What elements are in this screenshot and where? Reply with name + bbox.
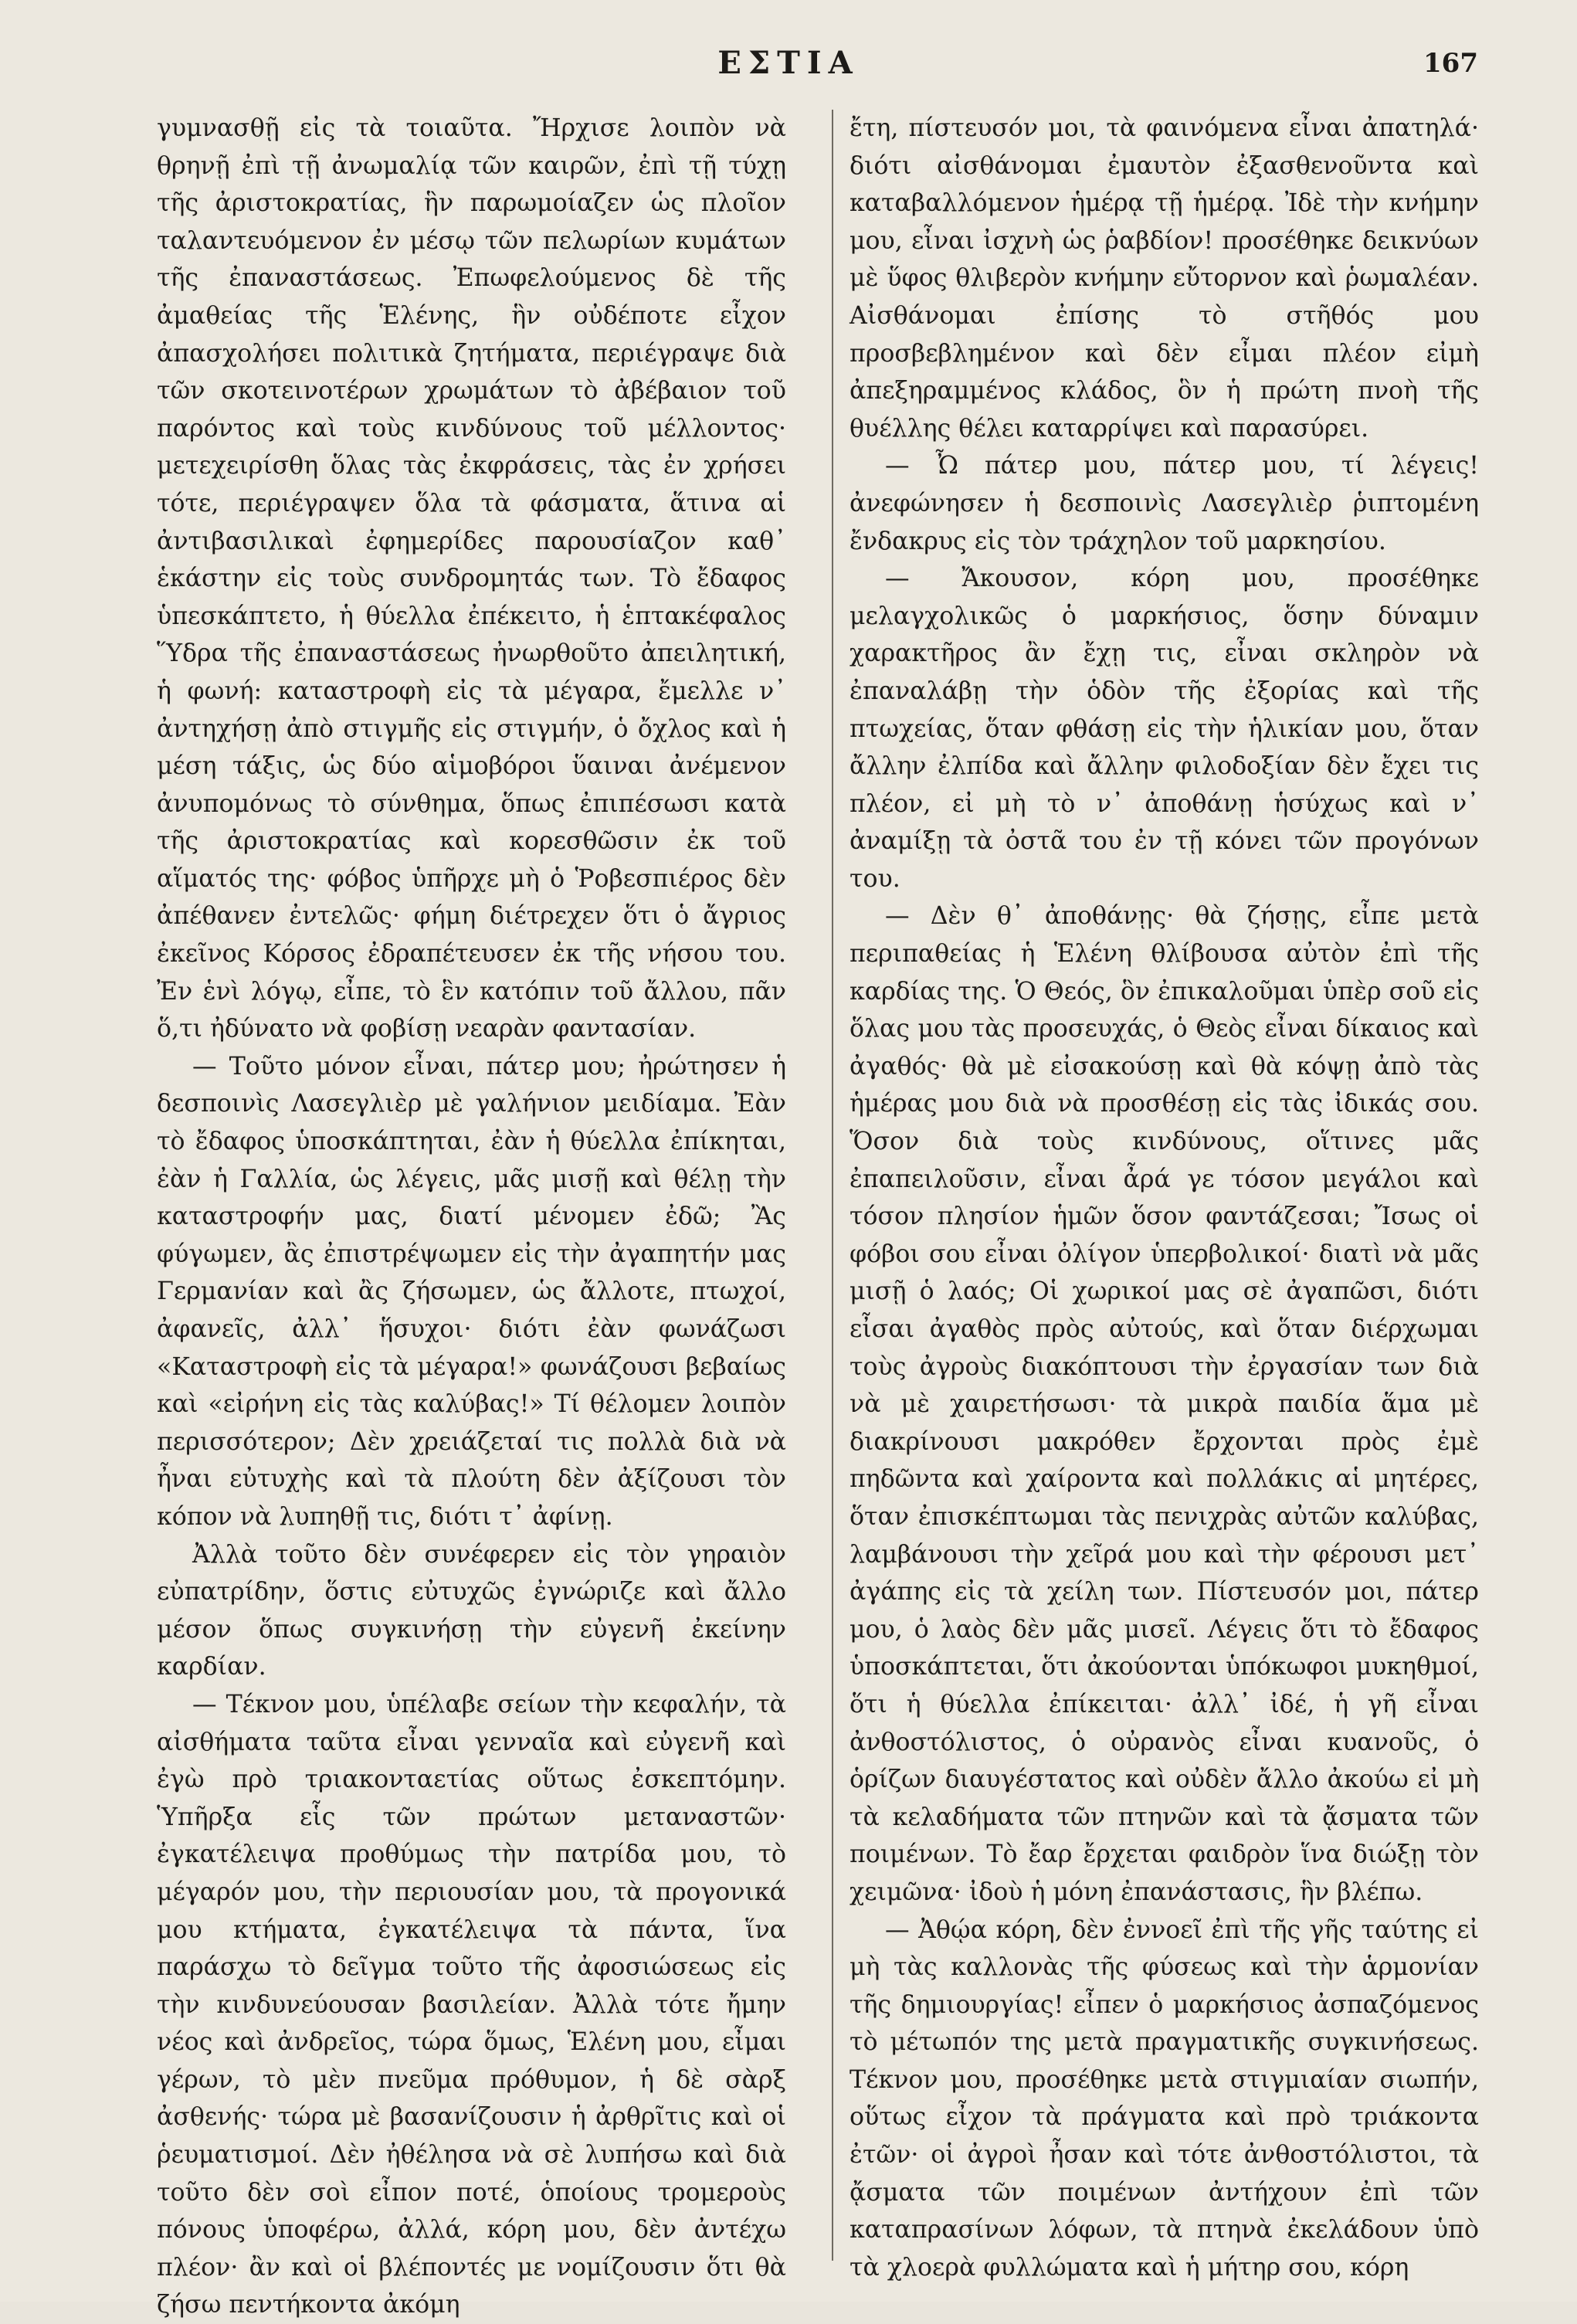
column-divider [832, 110, 833, 2261]
journal-title: ΕΣΤΙΑ [717, 45, 860, 81]
paragraph: ἔτη, πίστευσόν μοι, τὰ φαινόμενα εἶναι ἀπατηλά· διότι αἰσθάνομαι ἐμαυτὸν ἐξασθενοῦντα καὶ καταβαλλόμενον ἡμέρᾳ τῇ ἡμέρᾳ. Ἰδὲ τὴν κνήμην μου, εἶναι ἰσχνὴ ὡς ῥαβδίον! προσέθηκε δεικνύων μὲ ὕφος θλιβερὸν κνήμην εὔτορνον καὶ ῥωμαλέαν. Αἰσθάνομαι ἐπίσης τὸ στῆθός μου προσβεβλημένον καὶ δὲν εἶμαι πλέον εἰμὴ ἀπεξηραμμένος κλάδος, ὃν ἡ πρώτη πνοὴ τῆς θυέλλης θέλει καταρρίψει καὶ παρασύρει. [850, 114, 1479, 443]
paragraph: — Δὲν θ᾽ ἀποθάνῃς· θὰ ζήσῃς, εἶπε μετὰ περιπαθείας ἡ Ἑλένη θλίβουσα αὐτὸν ἐπὶ τῆς καρδίας της. Ὁ Θεός, ὃν ἐπικαλοῦμαι ὑπὲρ σοῦ εἰς ὅλας μου τὰς προσευχάς, ὁ Θεὸς εἶναι δίκαιος καὶ ἀγαθός· θὰ μὲ εἰσακούσῃ καὶ θὰ κόψῃ ἀπὸ τὰς ἡμέρας μου διὰ νὰ προσθέσῃ εἰς τὰς ἰδικάς σου. Ὅσον διὰ τοὺς κινδύνους, οἵτινες μᾶς ἐπαπειλοῦσιν, εἶναι ἆρά γε τόσον μεγάλοι καὶ τόσον πλησίον ἡμῶν ὅσον φαντάζεσαι; Ἴσως οἱ φόβοι σου εἶναι ὀλίγον ὑπερβολικοί· διατὶ νὰ μᾶς μισῇ ὁ λαός; Οἱ χωρικοί μας σὲ ἀγαπῶσι, διότι εἶσαι ἀγαθὸς πρὸς αὐτούς, καὶ ὅταν διέρχωμαι τοὺς ἀγροὺς διακόπτουσι τὴν ἐργασίαν των διὰ νὰ μὲ χαιρετήσωσι· τὰ μικρὰ παιδία ἅμα μὲ διακρίνουσι μακρόθεν ἔρχονται πρὸς ἐμὲ πηδῶντα καὶ χαίροντα καὶ πολλάκις αἱ μητέρες, ὅταν ἐπισκέπτωμαι τὰς πενιχρὰς αὐτῶν καλύβας, λαμβάνουσι τὴν χεῖρά μου καὶ τὴν φέρουσι μετ᾽ ἀγάπης εἰς τὰ χείλη των. Πίστευσόν μοι, πάτερ μου, ὁ λαὸς δὲν μᾶς μισεῖ. Λέγεις ὅτι τὸ ἔδαφος ὑποσκάπτεται, ὅτι ἀκούονται ὑπόκωφοι μυκηθμοί, ὅτι ἡ θύελλα ἐπίκειται· ἀλλ᾽ ἰδέ, ἡ γῆ εἶναι ἀνθοστόλιστος, ὁ οὐρανὸς εἶναι κυανοῦς, ὁ ὁρίζων διαυγέστατος καὶ οὐδὲν ἄλλο ἀκούω εἰ μὴ τὰ κελαδήματα τῶν πτηνῶν καὶ τὰ ᾄσματα τῶν ποιμένων. Τὸ ἔαρ ἔρχεται φαιδρὸν ἵνα διώξῃ τὸν χειμῶνα· ἰδοὺ ἡ μόνη ἐπανάστασις, ἣν βλέπω. [850, 902, 1479, 1906]
paragraph: — Τέκνον μου, ὑπέλαβε σείων τὴν κεφαλήν, τὰ αἰσθήματα ταῦτα εἶναι γενναῖα καὶ εὐγενῆ καὶ ἐγὼ πρὸ τριακονταετίας οὕτως ἐσκεπτόμην. Ὑπῆρξα εἷς τῶν πρώτων μεταναστῶν· ἐγκατέλειψα προθύμως τὴν πατρίδα μου, τὸ μέγαρόν μου, τὴν περιουσίαν μου, τὰ προγονικά μου κτήματα, ἐγκατέλειψα τὰ πάντα, ἵνα παράσχω τὸ δεῖγμα τοῦτο τῆς ἀφοσιώσεως εἰς τὴν κινδυνεύουσαν βασιλείαν. Ἀλλὰ τότε ἤμην νέος καὶ ἀνδρεῖος, τώρα ὅμως, Ἑλένη μου, εἶμαι γέρων, τὸ μὲν πνεῦμα πρόθυμον, ἡ δὲ σὰρξ ἀσθενής· τώρα μὲ βασανίζουσιν ἡ ἀρθρῖτις καὶ οἱ ῥευματισμοί. Δὲν ἠθέλησα νὰ σὲ λυπήσω καὶ διὰ τοῦτο δὲν σοὶ εἶπον ποτέ, ὁποίους τρομεροὺς πόνους ὑποφέρω, ἀλλά, κόρη μου, δὲν ἀντέχω πλέον· ἂν καὶ οἱ βλέποντές με νομίζουσιν ὅτι θὰ ζήσω πεντήκοντα ἀκόμη [157, 1690, 786, 2319]
paragraph: — Ἄκουσον, κόρη μου, προσέθηκε μελαγχολικῶς ὁ μαρκήσιος, ὅσην δύναμιν χαρακτῆρος ἂν ἔχῃ τις, εἶναι σκληρὸν νὰ ἐπαναλάβῃ τὴν ὁδὸν τῆς ἐξορίας καὶ τῆς πτωχείας, ὅταν φθάσῃ εἰς τὴν ἡλικίαν μου, ὅταν ἄλλην ἐλπίδα καὶ ἄλλην φιλοδοξίαν δὲν ἔχει τις πλέον, εἰ μὴ τὸ ν᾽ ἀποθάνῃ ἡσύχως καὶ ν᾽ ἀναμίξῃ τὰ ὀστᾶ του ἐν τῇ κόνει τῶν προγόνων του. [850, 565, 1479, 893]
paragraph: — Τοῦτο μόνον εἶναι, πάτερ μου; ἠρώτησεν ἡ δεσποινὶς Λασεγλιὲρ μὲ γαλήνιον μειδίαμα. Ἐὰν τὸ ἔδαφος ὑποσκάπτηται, ἐὰν ἡ θύελλα ἐπίκηται, ἐὰν ἡ Γαλλία, ὡς λέγεις, μᾶς μισῇ καὶ θέλῃ τὴν καταστροφήν μας, διατί μένομεν ἐδῶ; Ἂς φύγωμεν, ἂς ἐπιστρέψωμεν εἰς τὴν ἀγαπητήν μας Γερμανίαν καὶ ἂς ζήσωμεν, ὡς ἄλλοτε, πτωχοί, ἀφανεῖς, ἀλλ᾽ ἥσυχοι· διότι ἐὰν φωνάζωσι «Καταστροφὴ εἰς τὰ μέγαρα!» φωνάζουσι βεβαίως καὶ «εἰρήνη εἰς τὰς καλύβας!» Τί θέλομεν λοιπὸν περισσότερον; Δὲν χρειάζεταί τις πολλὰ διὰ νὰ ἦναι εὐτυχὴς καὶ τὰ πλούτη δὲν ἀξίζουσι τὸν κόπον νὰ λυπηθῇ τις, διότι τ᾽ ἀφίνῃ. [157, 1052, 786, 1531]
left-column [157, 110, 786, 2324]
paragraph: γυμνασθῇ εἰς τὰ τοιαῦτα. Ἤρχισε λοιπὸν νὰ θρηνῇ ἐπὶ τῇ ἀνωμαλίᾳ τῶν καιρῶν, ἐπὶ τῇ τύχῃ τῆς ἀριστοκρατίας, ἣν παρωμοίαζεν ὡς πλοῖον ταλαντευόμενον ἐν μέσῳ τῶν πελωρίων κυμάτων τῆς ἐπαναστάσεως. Ἐπωφελούμενος δὲ τῆς ἀμαθείας τῆς Ἑλένης, ἣν οὐδέποτε εἶχον ἀπασχολήσει πολιτικὰ ζητήματα, περιέγραψε διὰ τῶν σκοτεινοτέρων χρωμάτων τὸ ἀβέβαιον τοῦ παρόντος καὶ τοὺς κινδύνους τοῦ μέλλοντος· μετεχειρίσθη ὅλας τὰς ἐκφράσεις, τὰς ἐν χρήσει τότε, περιέγραψεν ὅλα τὰ φάσματα, ἅτινα αἱ ἀντιβασιλικαὶ ἐφημερίδες παρουσίαζον καθ᾽ ἑκάστην εἰς τοὺς συνδρομητάς των. Τὸ ἔδαφος ὑπεσκάπτετο, ἡ θύελλα ἐπέκειτο, ἡ ἑπτακέφαλος Ὕδρα τῆς ἐπαναστάσεως ἠνωρθοῦτο ἀπειλητική, ἡ φωνή: καταστροφὴ εἰς τὰ μέγαρα, ἔμελλε ν᾽ ἀντηχήσῃ ἀπὸ στιγμῆς εἰς στιγμήν, ὁ ὄχλος καὶ ἡ μέση τάξις, ὡς δύο αἱμοβόροι ὕαιναι ἀνέμενον ἀνυπομόνως τὸ σύνθημα, ὅπως ἐπιπέσωσι κατὰ τῆς ἀριστοκρατίας καὶ κορεσθῶσιν ἐκ τοῦ αἵματός της· φόβος ὑπῆρχε μὴ ὁ Ῥοβεσπιέρος δὲν ἀπέθανεν ἐντελῶς· φήμη διέτρεχεν ὅτι ὁ ἄγριος ἐκεῖνος Κόρσος ἐδραπέτευσεν ἐκ τῆς νήσου του. Ἐν ἑνὶ λόγῳ, εἶπε, τὸ ἓν κατόπιν τοῦ ἄλλου, πᾶν ὅ,τι ἠδύνατο νὰ φοβίσῃ νεαρὰν φαντασίαν. [157, 114, 786, 1043]
paragraph: — Ὦ πάτερ μου, πάτερ μου, τί λέγεις! ἀνεφώνησεν ἡ δεσποινὶς Λασεγλιὲρ ῥιπτομένη ἔνδακρυς εἰς τὸν τράχηλον τοῦ μαρκησίου. [850, 452, 1479, 555]
right-column [850, 110, 1479, 2286]
paragraph: — Ἀθῴα κόρη, δὲν ἐννοεῖ ἐπὶ τῆς γῆς ταύτης εἰ μὴ τὰς καλλονὰς τῆς φύσεως καὶ τὴν ἁρμονίαν τῆς δημιουργίας! εἶπεν ὁ μαρκήσιος ἀσπαζόμενος τὸ μέτωπόν της μετὰ πραγματικῆς συγκινήσεως. Τέκνον μου, προσέθηκε μετὰ στιγμιαίαν σιωπήν, οὕτως εἶχον τὰ πράγματα καὶ πρὸ τριάκοντα ἐτῶν· οἱ ἀγροὶ ἦσαν καὶ τότε ἀνθοστόλιστοι, τὰ ᾄσματα τῶν ποιμένων ἀντήχουν ἐπὶ τῶν καταπρασίνων λόφων, τὰ πτηνὰ ἐκελάδουν ὑπὸ τὰ χλοερὰ φυλλώματα καὶ ἡ μήτηρ σου, κόρη [850, 1915, 1479, 2282]
page-number: 167 [1423, 48, 1478, 79]
page-header [0, 45, 1577, 99]
paragraph: Ἀλλὰ τοῦτο δὲν συνέφερεν εἰς τὸν γηραιὸν εὐπατρίδην, ὅστις εὐτυχῶς ἐγνώριζε καὶ ἄλλο μέσον ὅπως συγκινήσῃ τὴν εὐγενῆ ἐκείνην καρδίαν. [157, 1540, 786, 1681]
